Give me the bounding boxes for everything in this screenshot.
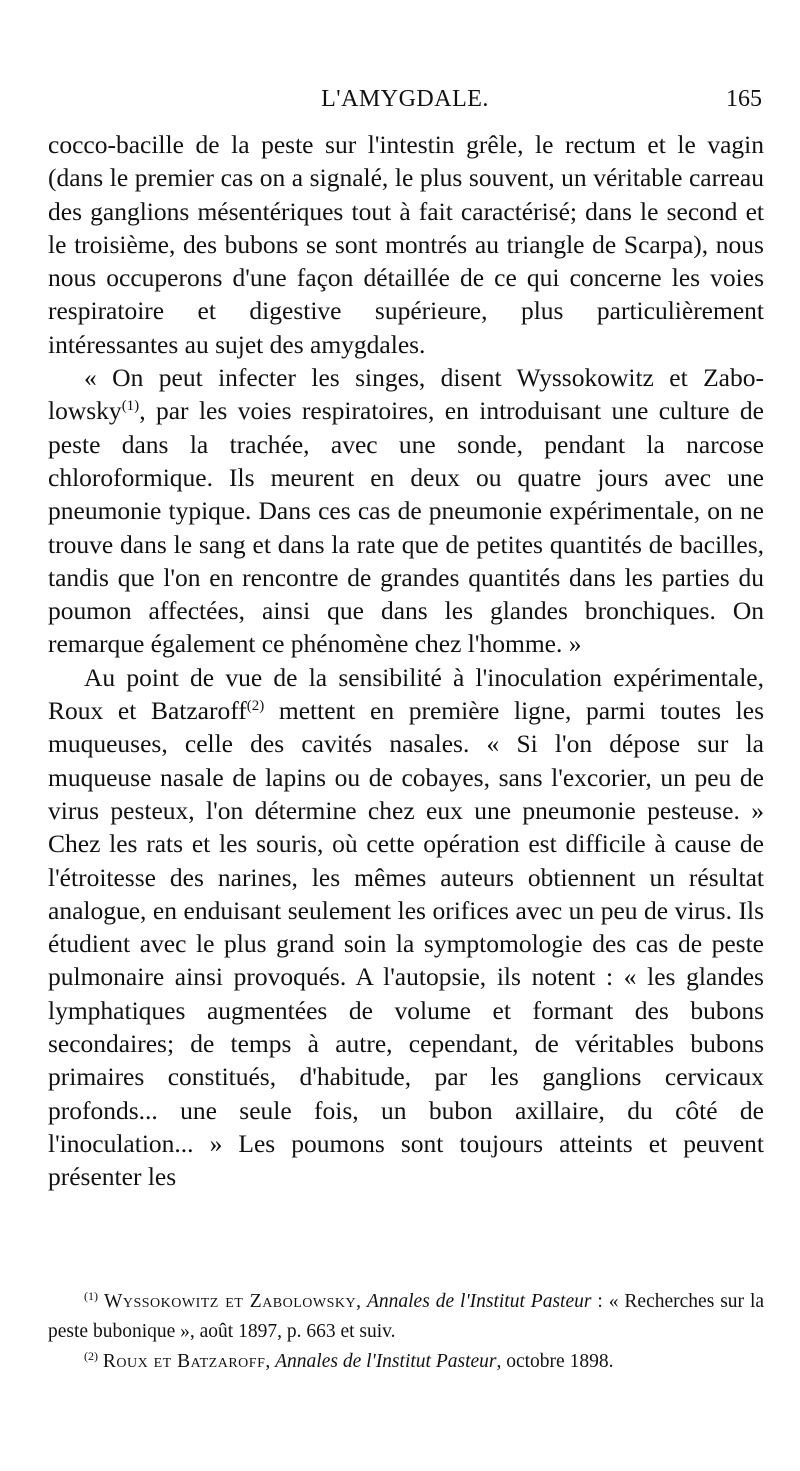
- paragraph-2-text-a: « On peut infecter les singes, disent Wyssokowitz et Zabolowsky: [48, 363, 764, 426]
- paragraph-1: cocco-bacille de la peste sur l'intestin grêle, le rectum et le vagin (dans le premier cas on a signalé, le plus souvent, un véritable carreau des ganglions mésentériques tout à fait caractérisé; dans le second et le troisième, des bubons se sont montrés au triangle de Scarpa), nous nous occuperons d'une façon détaillée de ce qui concerne les voies respiratoire et digestive supérieure, plus particulièrement intéressantes au sujet des amygdales.: [48, 130, 764, 359]
- footnote-2-sep: ,: [265, 1351, 276, 1372]
- paragraph-3-text-a: Au point de vue de la sensibilité à l'inoculation expérimentale, Roux et Batzaroff: [48, 662, 764, 726]
- footnote-2-rest: , octobre 1898.: [496, 1351, 614, 1372]
- footnote-2-mark: (2): [84, 1349, 98, 1363]
- paragraph-3-text-b: mettent en première ligne, parmi toutes les muqueuses, celle des cavités nasales. « Si l'on dépose sur la muqueuse nasale de lapins ou de cobayes, sans l'excorier, un peu de virus pesteux, l'on détermine chez eux une pneumonie pesteuse. » Chez les rats et les souris, où cette opération est difficile à cause de l'étroitesse des narines, les mêmes auteurs obtiennent un résultat analogue, en enduisant seulement les orifices avec un peu de virus. Ils étudient avec le plus grand soin la symptomologie des cas de peste pulmonaire ainsi provoqués. A l'autopsie, ils notent : « les glandes lymphatiques augmentées de volume et formant des bubons secondaires; de temps à autre, cependant, de véritables bubons primaires constitués, d'habitude, par les ganglions cervicaux profonds... une seule fois, un bubon axillaire, du côté de l'inoculation... » Les poumons sont toujours atteints et peuvent présenter les: [48, 696, 764, 1192]
- paragraph-2-text-b: , par les voies respiratoires, en introduisant une culture de peste dans la trachée, avec une sonde, pendant la narcose chloroformique. Ils meurent en deux ou quatre jours avec une pneumonie typique. Dans ces cas de pneumonie expérimentale, on ne trouve dans le sang et dans la rate que de petites quantités de bacilles, tandis que l'on en rencontre de grandes quantités dans les parties du poumon affectées, ainsi que dans les glandes bronchiques. On remarque également ce phénomène chez l'homme. »: [48, 396, 764, 659]
- footnote-1-journal: Annales de l'Institut Pasteur: [366, 1291, 592, 1312]
- footnote-ref-1[interactable]: (1): [121, 398, 140, 415]
- footnotes: [48, 1287, 764, 1377]
- footnote-1: [48, 1287, 764, 1347]
- footnote-2-journal: Annales de l'Institut Pasteur: [275, 1351, 497, 1372]
- footnote-1-sep: ,: [356, 1291, 367, 1312]
- footnote-1-authors: Wyssokowitz et Zabolowsky: [103, 1291, 357, 1312]
- footnote-1-mark: (1): [84, 1289, 98, 1303]
- body-text: [48, 128, 764, 1194]
- footnote-1-rest: : « Recherches sur la peste bubonique », août 1897, p. 663 et suiv.: [48, 1291, 765, 1342]
- footnote-2: [48, 1347, 764, 1377]
- footnote-ref-2[interactable]: (2): [246, 698, 265, 715]
- running-head: [48, 86, 762, 116]
- page-number: 165: [726, 86, 762, 112]
- paragraph-2: [48, 361, 764, 661]
- paragraph-3: [48, 661, 764, 1194]
- running-title: L'AMYGDALE.: [321, 86, 489, 112]
- footnote-2-authors: Roux et Batzaroff: [102, 1351, 266, 1372]
